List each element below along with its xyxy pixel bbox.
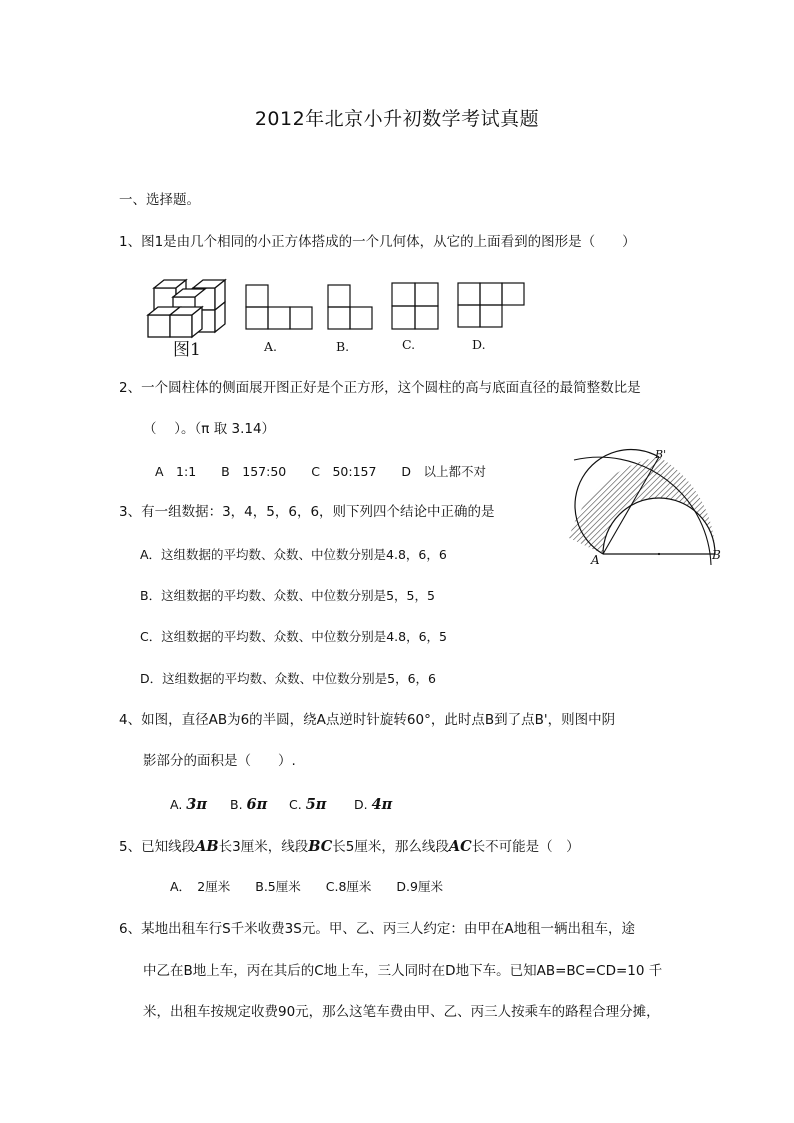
option-value: 3π (186, 796, 207, 813)
question-4-option-c (289, 796, 326, 813)
rotated-semicircle-figure (566, 445, 736, 580)
option-letter: A. (170, 797, 183, 812)
option-c-shape (392, 283, 438, 329)
question-5-options: A． 2厘米 B.5厘米 C.8厘米 D.9厘米 (170, 879, 443, 894)
question-4-option-d (354, 796, 392, 813)
figure-1-label: 图1 (173, 340, 201, 360)
option-b-shape (328, 285, 372, 329)
question-2-line-2: （ ）。（π 取 3.14） (143, 421, 276, 437)
option-c-label: C. (402, 337, 416, 352)
question-5-text (119, 838, 580, 856)
option-value: 5π (305, 796, 327, 813)
question-4-option-a (170, 796, 207, 813)
question-1-figures (140, 275, 540, 360)
option-d-label: D. (472, 337, 486, 352)
option-value: 6π (246, 796, 268, 813)
option-d-shape (458, 283, 524, 327)
question-6-line-3: 米，出租车按规定收费90元，那么这笔车费由甲、乙、丙三人按乘车的路程合理分摊， (143, 1004, 660, 1020)
option-letter: B. (230, 797, 243, 812)
question-2-line-1: 2、一个圆柱体的侧面展开图正好是个正方形，这个圆柱的高与底面直径的最简整数比是 (119, 380, 641, 396)
option-letter: C. (289, 797, 302, 812)
question-3-option-a: A．这组数据的平均数、众数、中位数分别是4.8，6，6 (140, 547, 447, 562)
option-a-label: A. (264, 339, 278, 354)
option-value: 4π (371, 796, 393, 813)
option-b-label: B. (336, 339, 350, 354)
segment-bc: BC (308, 838, 333, 855)
q5-mid-2: 长5厘米，那么线段 (332, 839, 449, 855)
question-2-options: A 1:1 B 157:50 C 50:157 D 以上都不对 (155, 464, 487, 479)
point-a-label: A (591, 553, 600, 567)
q5-mid-1: 长3厘米，线段 (218, 839, 309, 855)
segment-ab: AB (195, 838, 219, 855)
option-a-shape (246, 285, 312, 329)
q5-suffix: 长不可能是（ ） (471, 839, 580, 855)
question-6-line-1: 6、某地出租车行S千米收费3S元。甲、乙、丙三人约定：由甲在A地租一辆出租车，途 (119, 921, 636, 937)
question-4-option-b (230, 796, 267, 813)
point-b-label: B (712, 548, 721, 562)
q5-prefix: 5、已知线段 (119, 839, 196, 855)
segment-ac: AC (448, 838, 472, 855)
question-3-text: 3、有一组数据：3，4，5，6，6，则下列四个结论中正确的是 (119, 504, 495, 520)
page-title: 2012年北京小升初数学考试真题 (254, 108, 540, 130)
question-1-text: 1、图1是由几个相同的小正方体搭成的一个几何体，从它的上面看到的图形是（ ） (119, 234, 636, 250)
section-heading: 一、选择题。 (119, 192, 200, 208)
option-letter: D. (354, 797, 368, 812)
cube-stack-figure (148, 280, 225, 337)
question-4-line-2: 影部分的面积是（ ）. (143, 753, 296, 769)
question-6-line-2: 中乙在B地上车，丙在其后的C地上车，三人同时在D地下车。已知AB=BC=CD=10 千 (143, 963, 663, 979)
point-b-prime-label: B' (655, 448, 667, 461)
question-4-line-1: 4、如图，直径AB为6的半圆，绕A点逆时针旋转60°，此时点B到了点B'，则图中阴 (119, 712, 616, 728)
question-3-option-c: C．这组数据的平均数、众数、中位数分别是4.8，6，5 (140, 629, 448, 644)
question-3-option-b: B．这组数据的平均数、众数、中位数分别是5，5，5 (140, 588, 435, 603)
question-3-option-d: D．这组数据的平均数、众数、中位数分别是5，6，6 (140, 671, 436, 686)
